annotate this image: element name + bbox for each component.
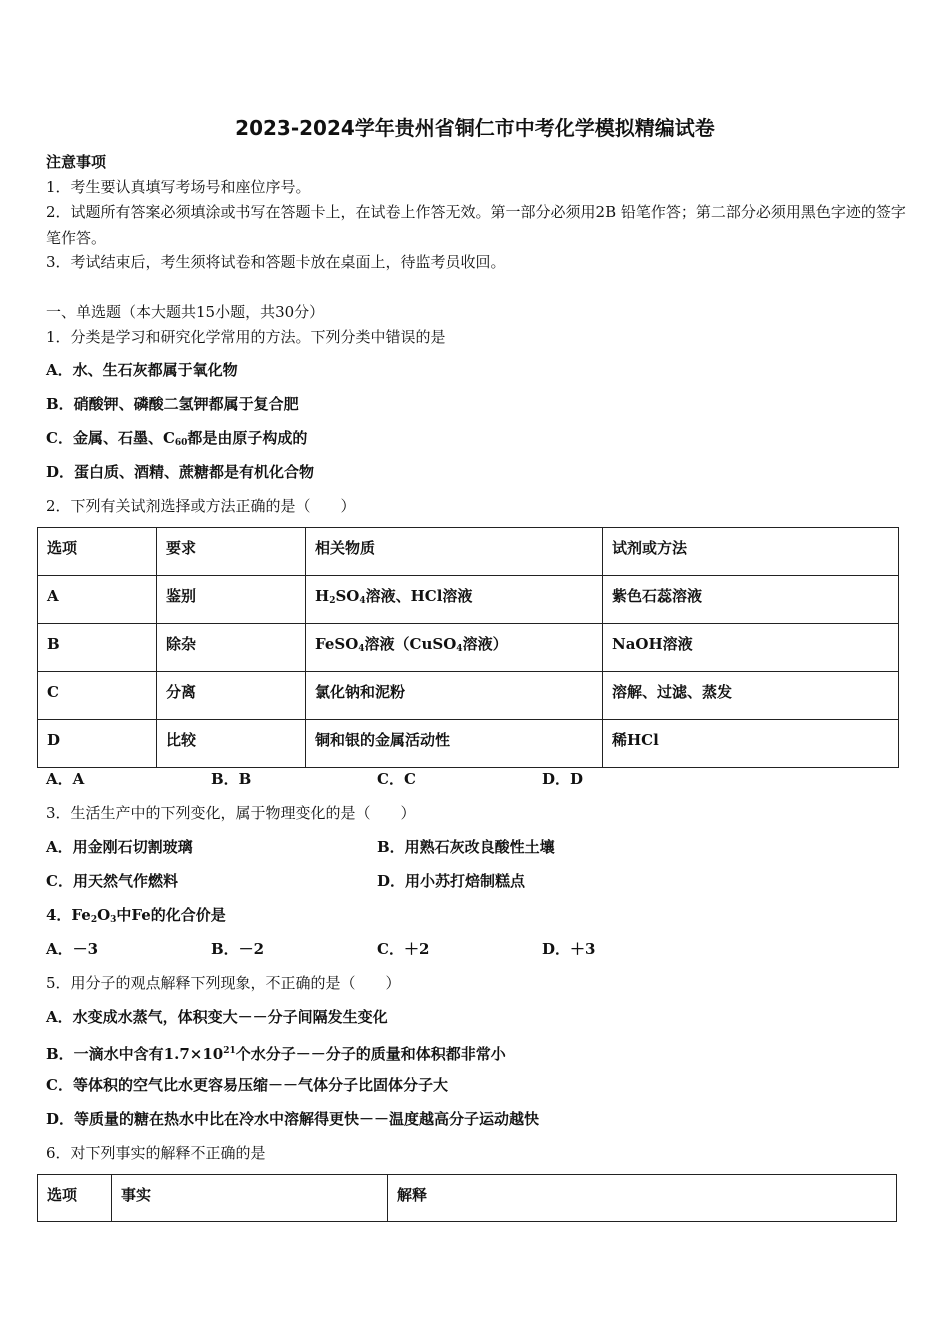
q3-option-c[interactable]: C．用天然气作燃料 <box>46 872 178 890</box>
q1-option-b[interactable]: B．硝酸钾、磷酸二氢钾都属于复合肥 <box>46 395 299 413</box>
formula-part: FeSO <box>315 635 359 653</box>
q2-cell-requirement: 鉴别 <box>157 576 306 624</box>
section-heading: 一、单选题（本大题共15小题，共30分） <box>46 303 325 321</box>
q1-c-post: 都是由原子构成的 <box>187 429 308 447</box>
q4-sub2: 3 <box>110 915 117 925</box>
q2-cell-option: B <box>38 624 157 672</box>
q2-cell-requirement: 分离 <box>157 672 306 720</box>
q5-option-b[interactable] <box>46 1041 506 1064</box>
q3-option-a[interactable]: A．用金刚石切割玻璃 <box>46 838 193 856</box>
q2-option-a[interactable]: A．A <box>46 770 85 788</box>
table-row <box>38 576 899 624</box>
q2-cell-method: 紫色石蕊溶液 <box>603 576 899 624</box>
q2-cell-option: D <box>38 720 157 768</box>
q6-header-cell: 解释 <box>388 1175 897 1222</box>
formula-part: SO <box>335 587 360 605</box>
q2-header-cell: 选项 <box>38 528 157 576</box>
table-row <box>38 672 899 720</box>
q5-option-c[interactable]: C．等体积的空气比水更容易压缩－－气体分子比固体分子大 <box>46 1076 448 1094</box>
q2-cell-requirement: 除杂 <box>157 624 306 672</box>
q3-option-b[interactable]: B．用熟石灰改良酸性土壤 <box>377 838 555 856</box>
q6-header-row <box>38 1175 897 1222</box>
q2-cell-substance: 铜和银的金属活动性 <box>306 720 603 768</box>
table-row <box>38 720 899 768</box>
q2-option-c[interactable]: C．C <box>377 770 416 788</box>
q2-cell-substance <box>306 624 603 672</box>
page-title: 2023-2024学年贵州省铜仁市中考化学模拟精编试卷 <box>235 116 715 140</box>
q2-cell-option: A <box>38 576 157 624</box>
q6-stem: 6．对下列事实的解释不正确的是 <box>46 1144 266 1162</box>
q5-option-a[interactable]: A．水变成水蒸气，体积变大－－分子间隔发生变化 <box>46 1008 388 1026</box>
q2-header-cell: 相关物质 <box>306 528 603 576</box>
q4-stem-pre: 4．Fe <box>46 906 91 924</box>
q5-option-d[interactable]: D．等质量的糖在热水中比在冷水中溶解得更快－－温度越高分子运动越快 <box>46 1110 540 1128</box>
q5-b-pre: B．一滴水中含有1.7×10 <box>46 1045 224 1063</box>
formula-part: 溶液、HCl溶液 <box>365 587 473 605</box>
q6-header-cell: 事实 <box>112 1175 388 1222</box>
q5-b-sup: 21 <box>223 1046 236 1056</box>
table-row <box>38 624 899 672</box>
notice-item-1: 1．考生要认真填写考场号和座位序号。 <box>46 178 311 196</box>
q5-stem: 5．用分子的观点解释下列现象，不正确的是（ ） <box>46 974 401 992</box>
q2-option-b[interactable]: B．B <box>211 770 252 788</box>
q6-table <box>37 1174 897 1222</box>
q2-cell-method: NaOH溶液 <box>603 624 899 672</box>
q1-option-d[interactable]: D．蛋白质、酒精、蔗糖都是有机化合物 <box>46 463 315 481</box>
q4-option-a[interactable]: A．－3 <box>46 940 99 958</box>
q2-header-cell: 试剂或方法 <box>603 528 899 576</box>
q2-option-d[interactable]: D．D <box>542 770 584 788</box>
q2-stem: 2．下列有关试剂选择或方法正确的是（ ） <box>46 497 356 515</box>
formula-sub: 4 <box>358 644 365 654</box>
q2-header-cell: 要求 <box>157 528 306 576</box>
q2-cell-substance <box>306 576 603 624</box>
q1-option-c[interactable] <box>46 428 307 453</box>
formula-part: H <box>315 587 330 605</box>
notice-heading: 注意事项 <box>46 153 107 171</box>
q3-stem: 3．生活生产中的下列变化，属于物理变化的是（ ） <box>46 804 416 822</box>
q2-cell-method: 稀HCl <box>603 720 899 768</box>
q1-option-a[interactable]: A．水、生石灰都属于氧化物 <box>46 361 238 379</box>
notice-item-3: 3．考试结束后，考生须将试卷和答题卡放在桌面上，待监考员收回。 <box>46 253 506 271</box>
q4-sub1: 2 <box>90 915 98 925</box>
formula-sub: 4 <box>456 644 463 654</box>
formula-sub: 2 <box>329 596 336 606</box>
q2-cell-method: 溶解、过滤、蒸发 <box>603 672 899 720</box>
q4-stem-mid: O <box>97 906 111 924</box>
q2-cell-requirement: 比较 <box>157 720 306 768</box>
q1-stem: 1．分类是学习和研究化学常用的方法。下列分类中错误的是 <box>46 328 446 346</box>
q5-b-post: 个水分子－－分子的质量和体积都非常小 <box>235 1045 506 1063</box>
q4-option-b[interactable]: B．－2 <box>211 940 265 958</box>
q2-cell-option: C <box>38 672 157 720</box>
q2-table <box>37 527 899 768</box>
q3-option-d[interactable]: D．用小苏打焙制糕点 <box>377 872 526 890</box>
notice-item-2: 2．试题所有答案必须填涂或书写在答题卡上，在试卷上作答无效。第一部分必须用2B 铅笔作答；第二部分必须用黑色字迹的签字笔作答。 <box>46 203 906 247</box>
formula-part: 溶液（CuSO <box>364 635 457 653</box>
q2-header-row <box>38 528 899 576</box>
q1-c-pre: C．金属、石墨、C <box>46 429 175 447</box>
q4-stem <box>46 905 226 930</box>
q6-header-cell: 选项 <box>38 1175 112 1222</box>
q4-option-c[interactable]: C．＋2 <box>377 940 430 958</box>
q2-cell-substance: 氯化钠和泥粉 <box>306 672 603 720</box>
q1-c-sub: 60 <box>174 438 188 448</box>
q4-option-d[interactable]: D．＋3 <box>542 940 596 958</box>
formula-sub: 4 <box>359 596 366 606</box>
q4-stem-post: 中Fe的化合价是 <box>116 906 226 924</box>
formula-part: 溶液） <box>462 635 508 653</box>
